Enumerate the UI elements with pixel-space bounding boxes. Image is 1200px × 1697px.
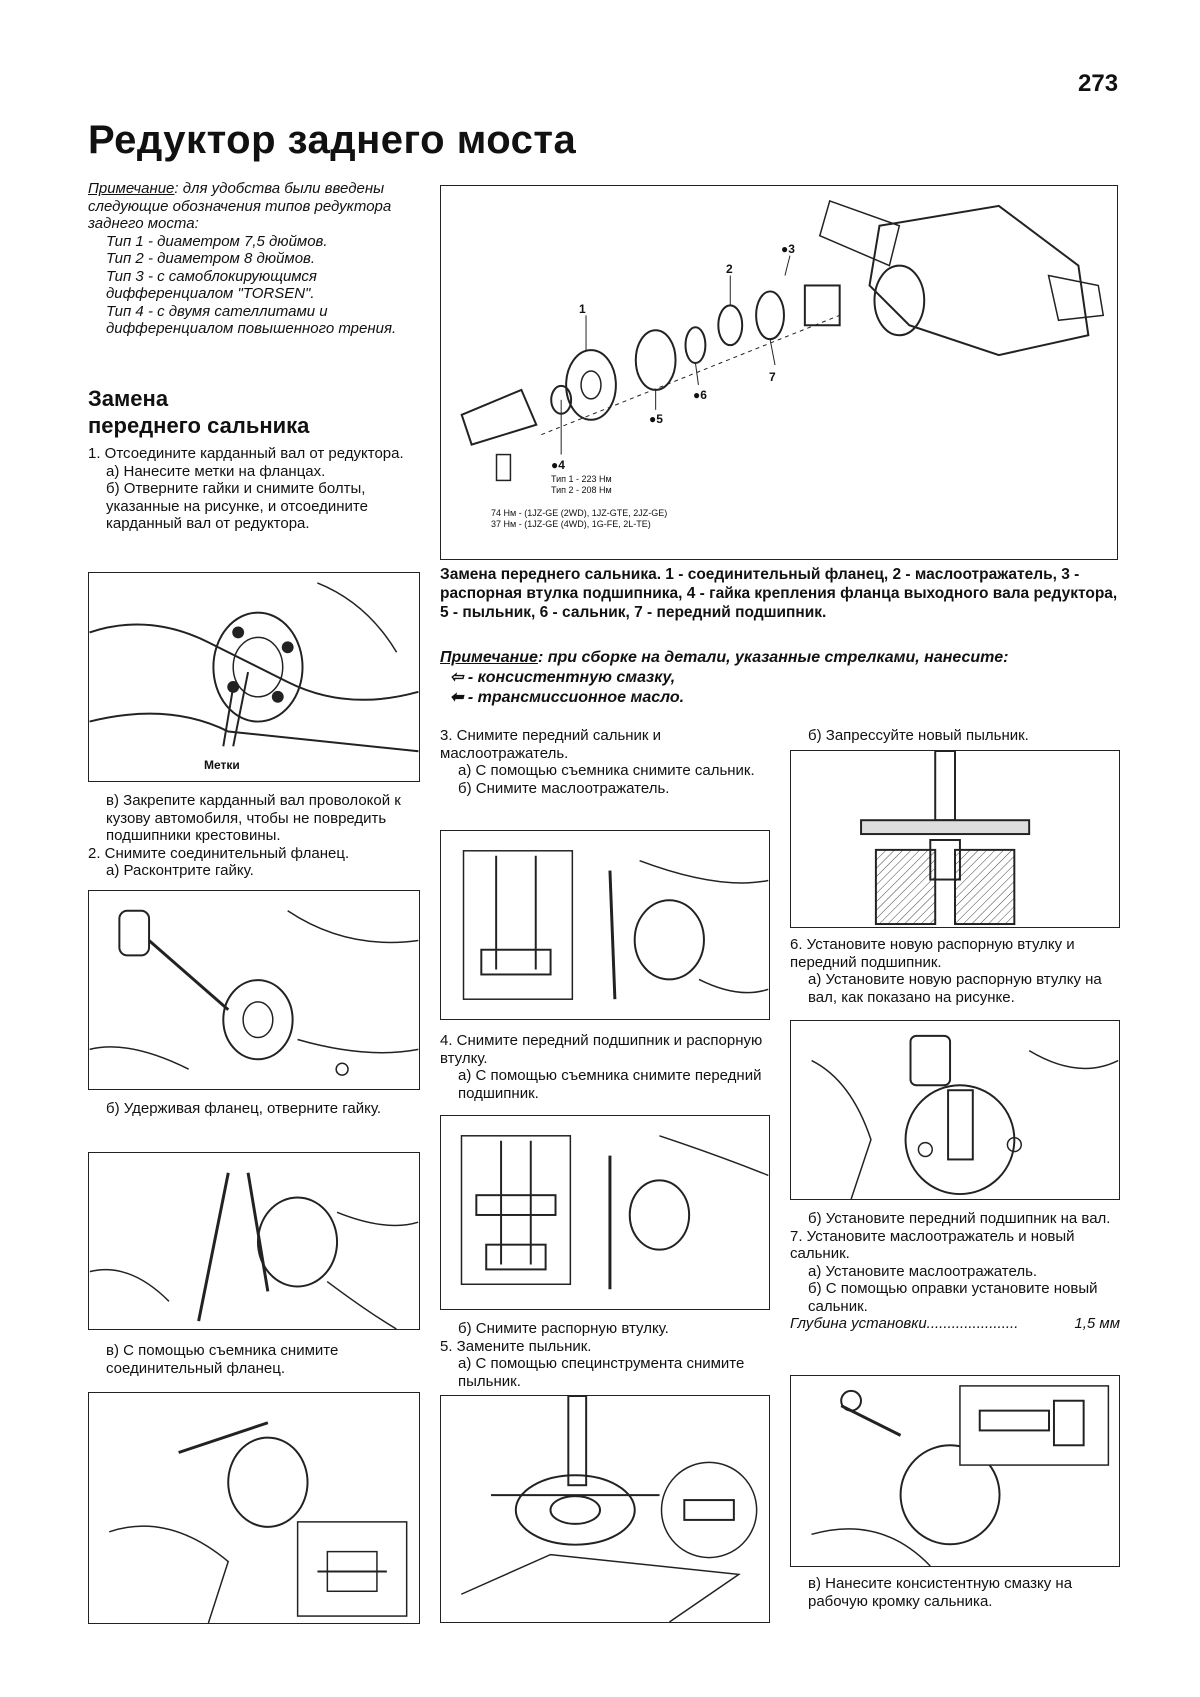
install-depth-label: Глубина установки...................... bbox=[790, 1315, 1019, 1332]
main-figure-caption: Замена переднего сальника. 1 - соединительный фланец, 2 - маслоотражатель, 3 - распорная втулка подшипника, 4 - гайка крепления фланца выходного вала редуктора, 5 - пыльник, 6 - сальник, 7 - передний подшипник. bbox=[440, 566, 1118, 621]
figure-remove-bearing bbox=[440, 1115, 770, 1310]
callout-5: ●5 bbox=[649, 412, 663, 426]
section-title-line-2: переднего сальника bbox=[88, 413, 310, 438]
figure-install-seal bbox=[790, 1375, 1120, 1567]
assembly-note-label: Примечание bbox=[440, 649, 538, 666]
press-dust-cover-drawing bbox=[791, 751, 1119, 927]
solid-arrow-icon: ⬅ bbox=[450, 689, 464, 706]
section-heading bbox=[88, 385, 309, 439]
step-5: 5. Замените пыльник. bbox=[440, 1337, 592, 1355]
section-title-line-1: Замена bbox=[88, 386, 169, 411]
page-number: 273 bbox=[1078, 70, 1119, 97]
hollow-arrow-icon: ⇦ bbox=[450, 669, 464, 686]
step-3b: б) Снимите маслоотражатель. bbox=[458, 779, 670, 797]
oil-note: - трансмиссионное масло. bbox=[467, 689, 685, 706]
callout-3: ●3 bbox=[781, 242, 795, 256]
remove-seal-drawing bbox=[441, 831, 769, 1019]
install-depth bbox=[790, 1315, 1120, 1333]
step-2b-block bbox=[88, 1100, 423, 1118]
step-1v: в) Закрепите карданный вал проволокой к кузову автомобиля, чтобы не повредить подшипники крестовины. bbox=[106, 792, 401, 844]
flange-marks-drawing bbox=[89, 573, 419, 781]
torque-engine-values bbox=[491, 508, 667, 530]
step-6b-7-block bbox=[790, 1210, 1120, 1333]
step-6: 6. Установите новую распорную втулку и передний подшипник. bbox=[790, 936, 1075, 971]
torque-engine-2: 37 Нм - (1JZ-GE (4WD), 1G-FE, 2L-TE) bbox=[491, 519, 651, 529]
install-spacer-drawing bbox=[791, 1021, 1119, 1199]
step-5b: б) Запрессуйте новый пыльник. bbox=[808, 727, 1029, 744]
step-7v: в) Нанесите консистентную смазку на рабочую кромку сальника. bbox=[808, 1575, 1073, 1610]
step-4a: а) С помощью съемника снимите передний подшипник. bbox=[458, 1067, 762, 1102]
callout-2: 2 bbox=[726, 262, 733, 276]
intro-note-label: Примечание bbox=[88, 180, 175, 197]
step-1-block bbox=[88, 445, 423, 533]
type-4: Тип 4 - с двумя сателлитами и дифференциалом повышенного трения. bbox=[106, 302, 397, 337]
type-2: Тип 2 - диаметром 8 дюймов. bbox=[106, 250, 316, 267]
step-1b: б) Отверните гайки и снимите болты, указанные на рисунке, и отсоедините карданный вал от редуктора. bbox=[106, 480, 368, 532]
hold-flange-drawing bbox=[89, 1153, 419, 1329]
intro-note-text: для удобства были введены следующие обозначения типов редуктора заднего моста: bbox=[88, 180, 392, 232]
callout-7: 7 bbox=[769, 370, 776, 384]
step-1v-2-block bbox=[88, 792, 423, 880]
step-6a: а) Установите новую распорную втулку на вал, как показано на рисунке. bbox=[808, 971, 1102, 1006]
figure-unstake-nut bbox=[88, 890, 420, 1090]
step-2b: б) Удерживая фланец, отверните гайку. bbox=[106, 1100, 382, 1117]
figure-press-dust-cover bbox=[790, 750, 1120, 928]
main-exploded-figure bbox=[440, 185, 1118, 560]
step-2: 2. Снимите соединительный фланец. bbox=[88, 844, 350, 862]
step-5b-block bbox=[790, 727, 1120, 745]
figure-remove-flange bbox=[88, 1392, 420, 1624]
figure-install-spacer bbox=[790, 1020, 1120, 1200]
figure-marks-flanges bbox=[88, 572, 420, 782]
marks-label: Метки bbox=[204, 758, 240, 772]
install-depth-value: 1,5 мм bbox=[1074, 1315, 1120, 1332]
step-3: 3. Снимите передний сальник и маслоотражатель. bbox=[440, 727, 662, 762]
grease-note: - консистентную смазку, bbox=[467, 669, 676, 686]
page-title: Редуктор заднего моста bbox=[88, 118, 577, 162]
step-5a: а) С помощью специнструмента снимите пыльник. bbox=[458, 1355, 745, 1390]
step-2a: а) Расконтрите гайку. bbox=[106, 862, 254, 879]
assembly-note bbox=[440, 648, 1120, 708]
remove-flange-drawing bbox=[89, 1393, 419, 1623]
figure-remove-seal bbox=[440, 830, 770, 1020]
install-seal-drawing bbox=[791, 1376, 1119, 1566]
unstake-nut-drawing bbox=[89, 891, 419, 1089]
torque-type-values bbox=[551, 474, 612, 496]
step-6b: б) Установите передний подшипник на вал. bbox=[808, 1210, 1111, 1227]
step-4-block bbox=[440, 1032, 770, 1102]
step-7v-block bbox=[790, 1575, 1120, 1610]
assembly-note-text: : при сборке на детали, указанные стрелками, нанесите: bbox=[537, 649, 1009, 666]
figure-remove-dust-cover bbox=[440, 1395, 770, 1623]
type-3: Тип 3 - с самоблокирующимся дифференциалом "TORSEN". bbox=[106, 267, 317, 302]
step-7: 7. Установите маслоотражатель и новый сальник. bbox=[790, 1227, 1075, 1262]
remove-dust-cover-drawing bbox=[441, 1396, 769, 1622]
torque-type-2: Тип 2 - 208 Нм bbox=[551, 485, 612, 495]
figure-hold-flange bbox=[88, 1152, 420, 1330]
callout-1: 1 bbox=[579, 302, 586, 316]
type-1: Тип 1 - диаметром 7,5 дюймов. bbox=[106, 232, 328, 250]
callout-4: ●4 bbox=[551, 458, 565, 472]
callout-6: ●6 bbox=[693, 388, 707, 402]
step-1a: а) Нанесите метки на фланцах. bbox=[106, 462, 326, 480]
step-3a: а) С помощью съемника снимите сальник. bbox=[458, 762, 755, 779]
step-4b-5-block bbox=[440, 1320, 770, 1390]
exploded-view-drawing bbox=[441, 186, 1117, 559]
step-6-block bbox=[790, 936, 1120, 1006]
torque-type-1: Тип 1 - 223 Нм bbox=[551, 474, 612, 484]
remove-bearing-drawing bbox=[441, 1116, 769, 1309]
step-7a: а) Установите маслоотражатель. bbox=[808, 1262, 1038, 1280]
step-1: 1. Отсоедините карданный вал от редуктора. bbox=[88, 445, 404, 462]
step-4: 4. Снимите передний подшипник и распорную втулку. bbox=[440, 1032, 763, 1067]
step-3-block bbox=[440, 727, 770, 797]
step-7b: б) С помощью оправки установите новый сальник. bbox=[808, 1280, 1098, 1315]
torque-engine-1: 74 Нм - (1JZ-GE (2WD), 1JZ-GTE, 2JZ-GE) bbox=[491, 508, 668, 518]
intro-note: Примечание: для удобства были введены следующие обозначения типов редуктора заднего моста: Тип 1 - диаметром 7,5 дюймов. Тип 2 - диаметром 8 дюймов. Тип 3 - с самоблокирующимся дифференциалом "TORSEN". Тип 4 - с двумя сателлитами и дифференциалом повышенного трения. bbox=[88, 180, 423, 338]
step-2v: в) С помощью съемника снимите соединительный фланец. bbox=[106, 1342, 339, 1377]
step-4b: б) Снимите распорную втулку. bbox=[458, 1320, 669, 1337]
step-2v-block bbox=[88, 1342, 423, 1377]
